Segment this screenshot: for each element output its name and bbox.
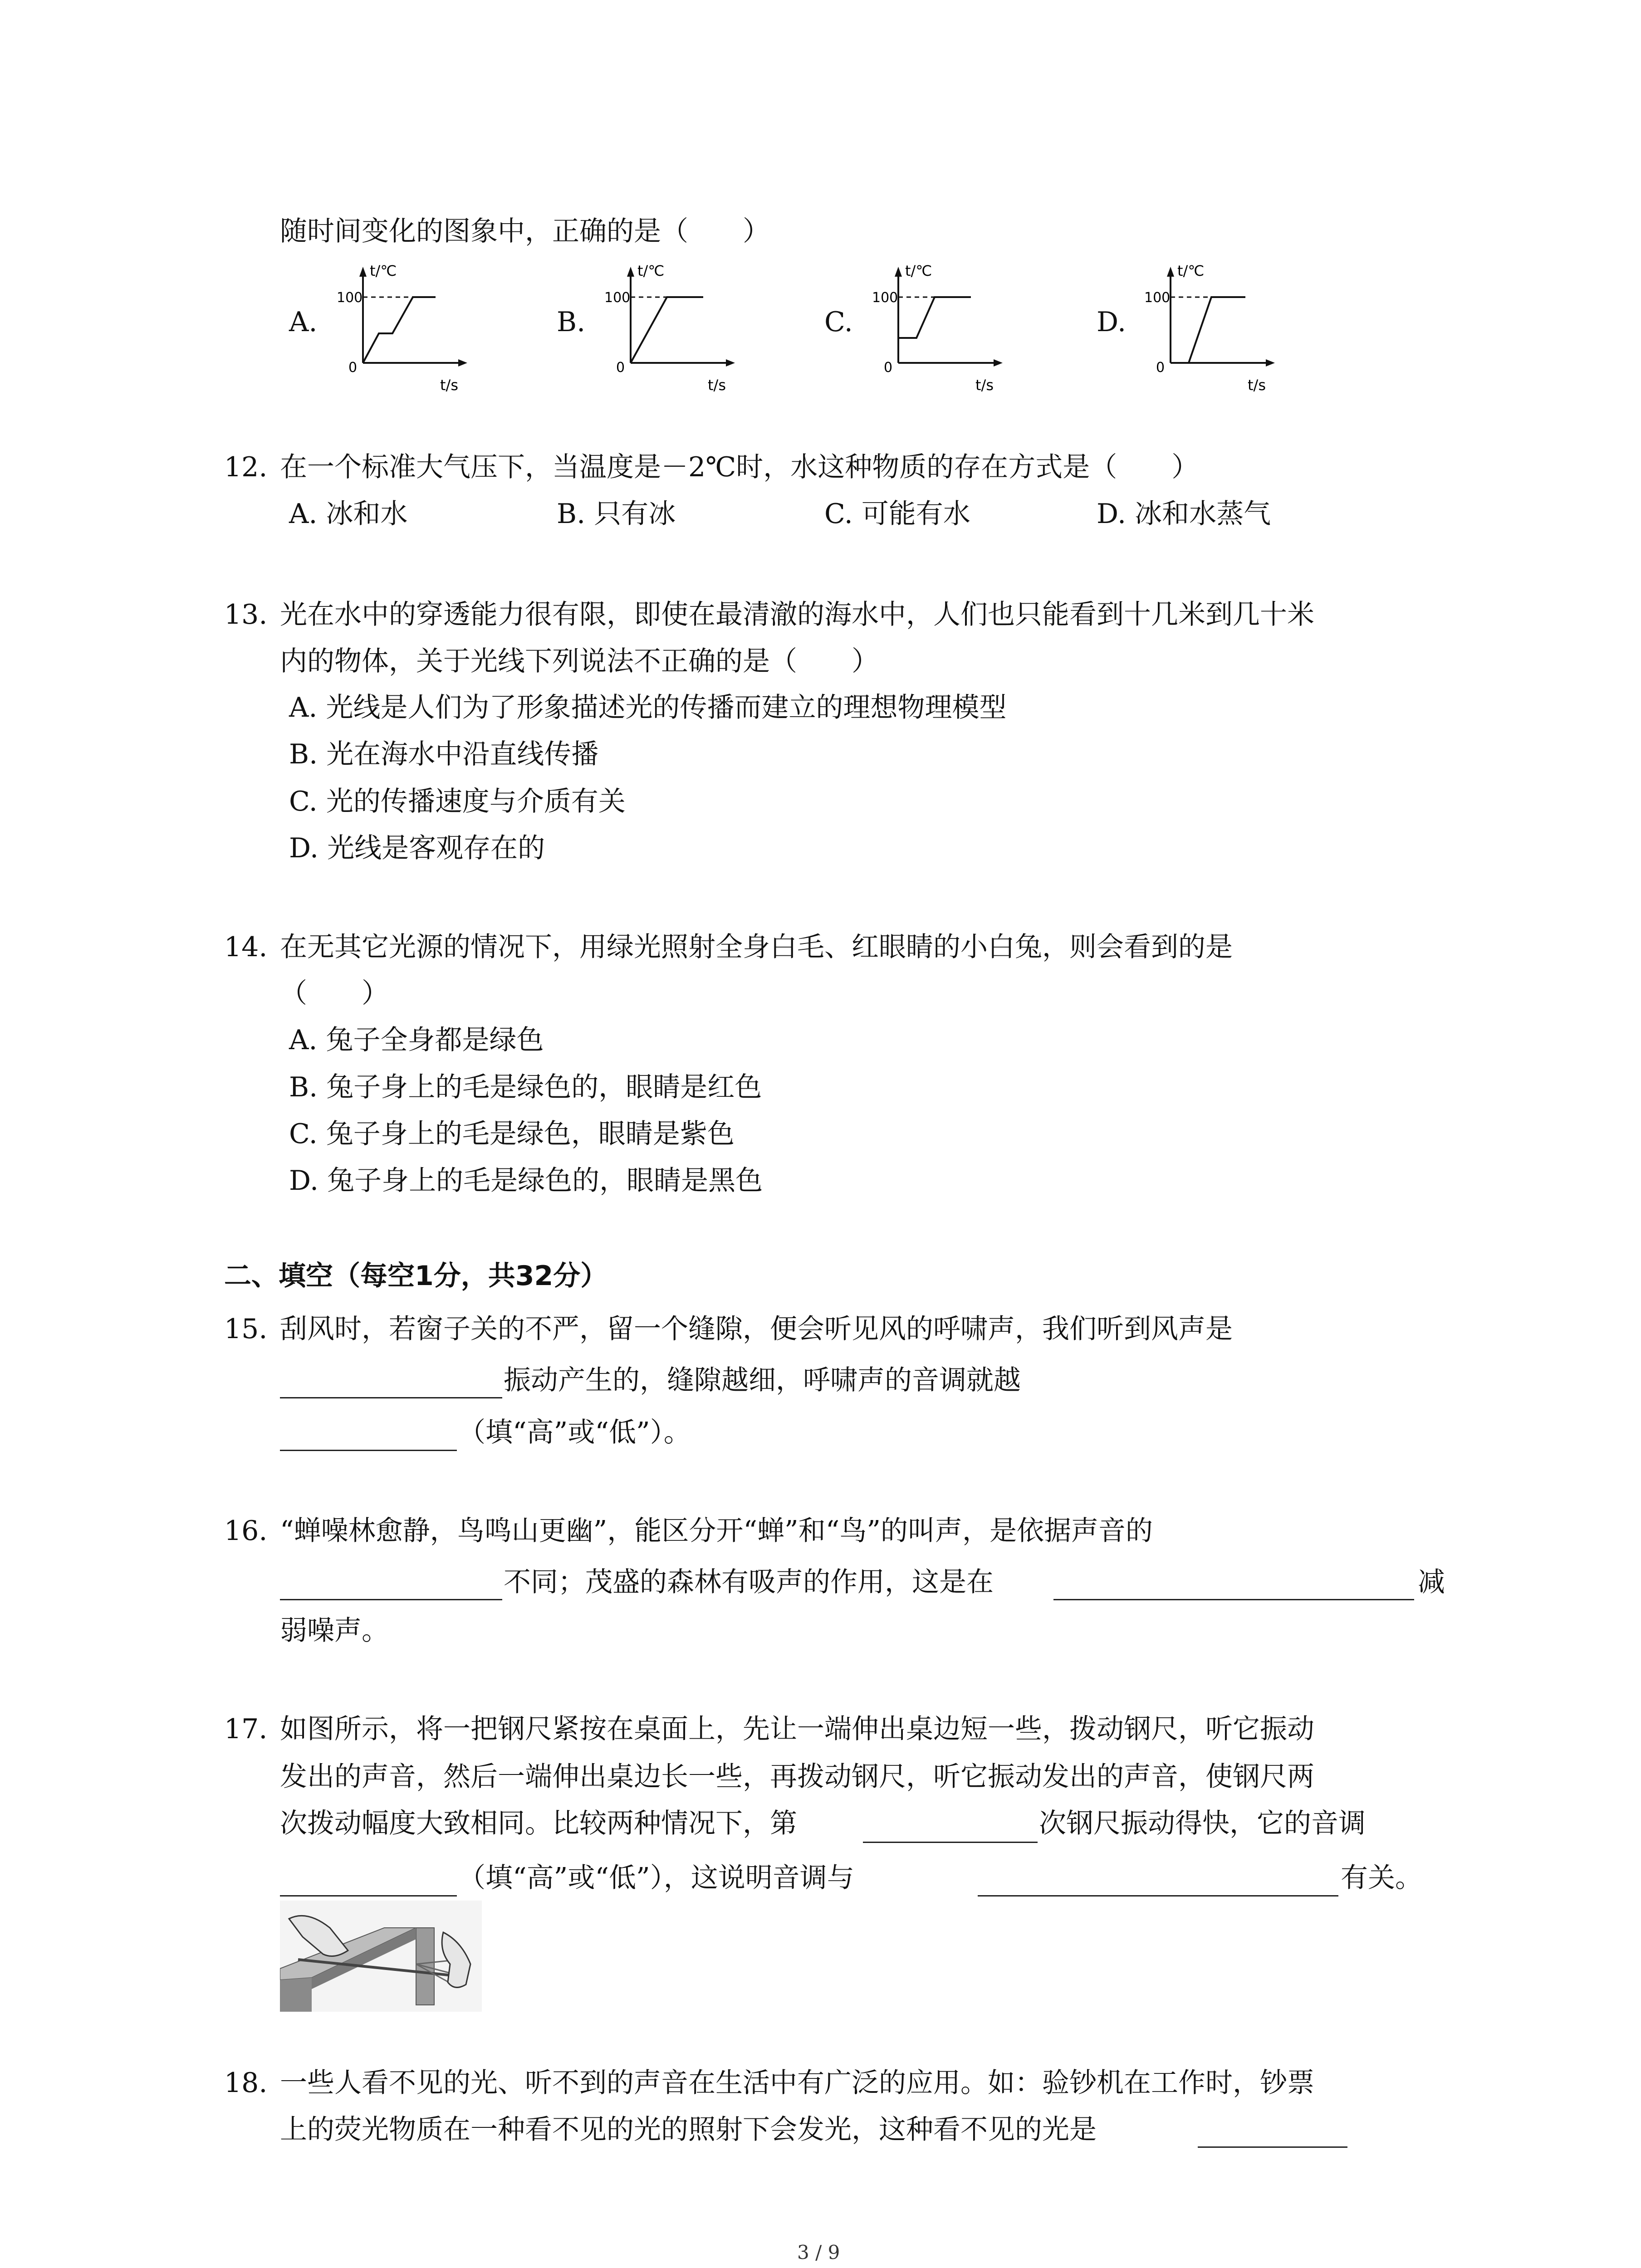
q11-stem: 随时间变化的图象中，正确的是（ ）	[280, 215, 770, 247]
q18-blank-1[interactable]	[1198, 2146, 1347, 2148]
graph-c-y-axis-label: t/℃	[905, 262, 932, 279]
q16-line-2-end: 减	[1418, 1566, 1445, 1598]
q17-number: 17.	[224, 1713, 268, 1745]
q11-option-c-label: C.	[824, 306, 853, 338]
graph-c-tick-100: 100	[872, 290, 898, 306]
q11-option-b-label: B.	[557, 306, 586, 338]
q12-option-b: B. 只有冰	[557, 498, 676, 530]
q18-line-2: 上的荧光物质在一种看不见的光的照射下会发光，这种看不见的光是	[280, 2114, 1097, 2146]
q17-line-4-b: 有关。	[1341, 1862, 1422, 1894]
q16-line-2-mid: 不同；茂盛的森林有吸声的作用，这是在	[504, 1566, 994, 1598]
q16-line-3: 弱噪声。	[280, 1615, 389, 1647]
q12-option-a: A. 冰和水	[289, 498, 408, 530]
q13-option-c: C. 光的传播速度与介质有关	[289, 786, 626, 817]
q17-line-4-a: （填“高”或“低”），这说明音调与	[458, 1862, 854, 1894]
q17-blank-2[interactable]	[280, 1895, 457, 1897]
q14-option-c: C. 兔子身上的毛是绿色，眼睛是紫色	[289, 1118, 735, 1150]
graph-c-x-axis-label: t/s	[975, 376, 994, 394]
graph-b-x-axis-label: t/s	[708, 376, 726, 394]
graph-a-tick-100: 100	[337, 290, 363, 306]
q13-stem-line-1: 光在水中的穿透能力很有限，即使在最清澈的海水中，人们也只能看到十几米到几十米	[280, 599, 1314, 631]
q11-graph-d	[1143, 259, 1288, 395]
q14-stem-line-2: （ ）	[280, 978, 389, 1009]
q17-line-1: 如图所示，将一把钢尺紧按在桌面上，先让一端伸出桌边短一些，拨动钢尺，听它振动	[280, 1713, 1314, 1745]
q15-line-1: 刮风时，若窗子关的不严，留一个缝隙，便会听见风的呼啸声，我们听到风声是	[280, 1313, 1233, 1345]
q15-line-2: 振动产生的，缝隙越细，呼啸声的音调就越	[504, 1364, 1021, 1396]
q17-ruler-on-table-illustration	[280, 1901, 482, 2012]
q16-blank-1[interactable]	[280, 1599, 502, 1600]
q18-line-1: 一些人看不见的光、听不到的声音在生活中有广泛的应用。如：验钞机在工作时，钞票	[280, 2067, 1314, 2099]
q17-line-3-a: 次拨动幅度大致相同。比较两种情况下，第	[280, 1808, 797, 1839]
page-number: 3 / 9	[797, 2241, 840, 2263]
q17-blank-3[interactable]	[978, 1895, 1338, 1897]
graph-d-x-axis-label: t/s	[1248, 376, 1266, 394]
q13-option-a: A. 光线是人们为了形象描述光的传播而建立的理想物理模型	[289, 692, 1007, 723]
q16-line-1: “蝉噪林愈静，鸟鸣山更幽”，能区分开“蝉”和“鸟”的叫声，是依据声音的	[280, 1515, 1153, 1547]
q11-graph-b	[603, 259, 749, 395]
q14-stem-line-1: 在无其它光源的情况下，用绿光照射全身白毛、红眼睛的小白兔，则会看到的是	[280, 931, 1233, 963]
q14-option-d: D. 兔子身上的毛是绿色的，眼睛是黑色	[289, 1165, 763, 1197]
q12-number: 12.	[224, 451, 268, 483]
q11-graph-a	[336, 259, 481, 395]
q13-stem-line-2: 内的物体，关于光线下列说法不正确的是（ ）	[280, 645, 879, 677]
graph-a-origin: 0	[348, 360, 358, 376]
q13-option-d: D. 光线是客观存在的	[289, 832, 545, 864]
q16-blank-2[interactable]	[1053, 1599, 1414, 1600]
q11-option-d-label: D.	[1097, 306, 1127, 338]
graph-a-x-axis-label: t/s	[440, 376, 458, 394]
q13-number: 13.	[224, 599, 268, 631]
q12-stem: 在一个标准大气压下，当温度是－2℃时，水这种物质的存在方式是（ ）	[280, 451, 1199, 483]
q13-option-b: B. 光在海水中沿直线传播	[289, 738, 599, 770]
q12-option-d: D. 冰和水蒸气	[1097, 498, 1271, 530]
q17-line-3-b: 次钢尺振动得快，它的音调	[1039, 1808, 1366, 1839]
q12-option-c: C. 可能有水	[824, 498, 970, 530]
q15-blank-1[interactable]	[280, 1397, 502, 1398]
q15-line-3: （填“高”或“低”）。	[458, 1417, 691, 1448]
graph-b-origin: 0	[616, 360, 625, 376]
q17-line-2: 发出的声音，然后一端伸出桌边长一些，再拨动钢尺，听它振动发出的声音，使钢尺两	[280, 1761, 1314, 1793]
section-2-title: 二、填空（每空1分，共32分）	[224, 1260, 608, 1292]
graph-b-tick-100: 100	[604, 290, 631, 306]
q17-blank-1[interactable]	[863, 1842, 1038, 1843]
q16-number: 16.	[224, 1515, 268, 1547]
q15-number: 15.	[224, 1313, 268, 1345]
q14-option-b: B. 兔子身上的毛是绿色的，眼睛是红色	[289, 1071, 762, 1103]
graph-d-origin: 0	[1156, 360, 1165, 376]
q11-option-a-label: A.	[289, 306, 318, 338]
graph-b-y-axis-label: t/℃	[637, 262, 665, 279]
q14-number: 14.	[224, 931, 268, 963]
graph-c-origin: 0	[884, 360, 893, 376]
graph-d-tick-100: 100	[1144, 290, 1171, 306]
q14-option-a: A. 兔子全身都是绿色	[289, 1024, 544, 1056]
q11-graph-c	[871, 259, 1016, 395]
graph-a-y-axis-label: t/℃	[370, 262, 397, 279]
graph-d-y-axis-label: t/℃	[1177, 262, 1205, 279]
q15-blank-2[interactable]	[280, 1450, 457, 1451]
q18-number: 18.	[224, 2067, 268, 2099]
